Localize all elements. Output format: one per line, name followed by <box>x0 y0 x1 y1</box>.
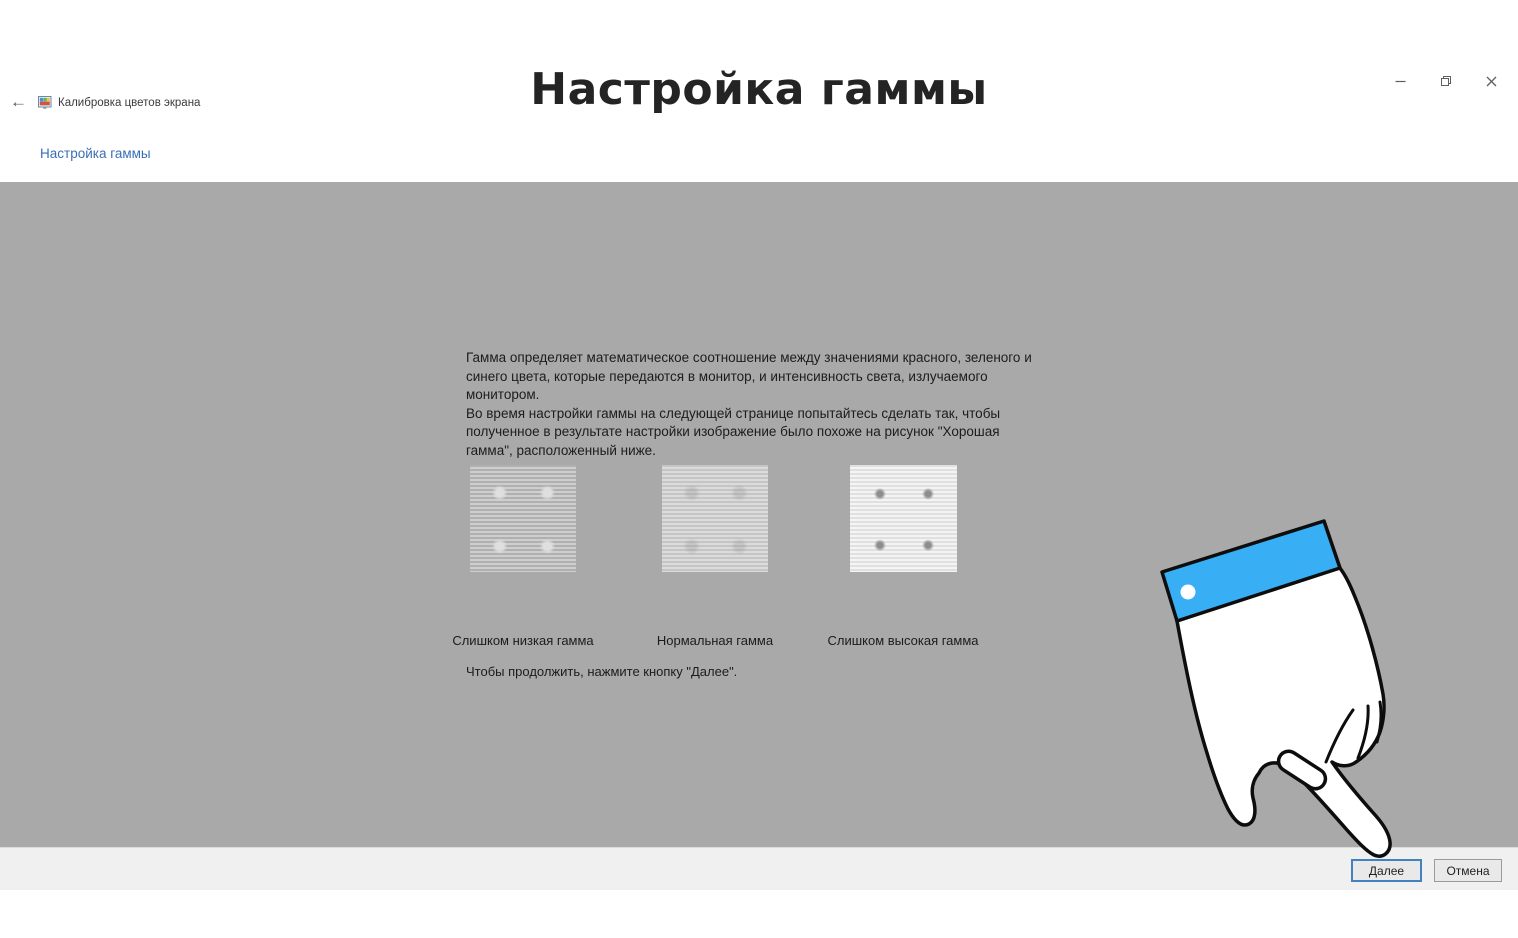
gamma-sample-normal-label: Нормальная гамма <box>656 633 774 648</box>
gamma-sample-low <box>470 465 576 572</box>
continue-instruction: Чтобы продолжить, нажмите кнопку "Далее". <box>466 664 738 679</box>
page-title: Настройка гаммы <box>530 64 988 115</box>
minimize-button[interactable] <box>1389 70 1411 92</box>
gamma-description <box>466 349 1041 460</box>
back-button[interactable]: ← <box>6 92 31 112</box>
wizard-step-heading: Настройка гаммы <box>40 146 151 161</box>
gamma-sample-low-label: Слишком низкая гамма <box>452 633 594 648</box>
wizard-content <box>0 182 1518 847</box>
cancel-button[interactable]: Отмена <box>1434 859 1502 882</box>
minimize-icon <box>1395 76 1406 87</box>
restore-icon <box>1440 75 1452 87</box>
window-title: Калибровка цветов экрана <box>58 97 201 109</box>
maximize-button[interactable] <box>1435 70 1457 92</box>
close-icon <box>1486 76 1497 87</box>
gamma-description-paragraph-2: Во время настройки гаммы на следующей странице попытайтесь сделать так, чтобы полученное в результате настройки изображение было похоже на рисунок "Хорошая гамма", расположенный ниже. <box>466 405 1001 458</box>
gamma-description-paragraph-1: Гамма определяет математическое соотношение между значениями красного, зеленого и синего цвета, которые передаются в монитор, и интенсивность света, излучаемого монитором. <box>466 350 1032 402</box>
gamma-sample-high-label: Слишком высокая гамма <box>827 633 979 648</box>
gamma-sample-high <box>850 465 957 572</box>
gamma-sample-normal <box>662 465 768 572</box>
display-calibration-icon <box>38 96 53 110</box>
next-button[interactable]: Далее <box>1351 859 1422 882</box>
wizard-footer <box>0 847 1518 890</box>
close-button[interactable] <box>1480 70 1502 92</box>
